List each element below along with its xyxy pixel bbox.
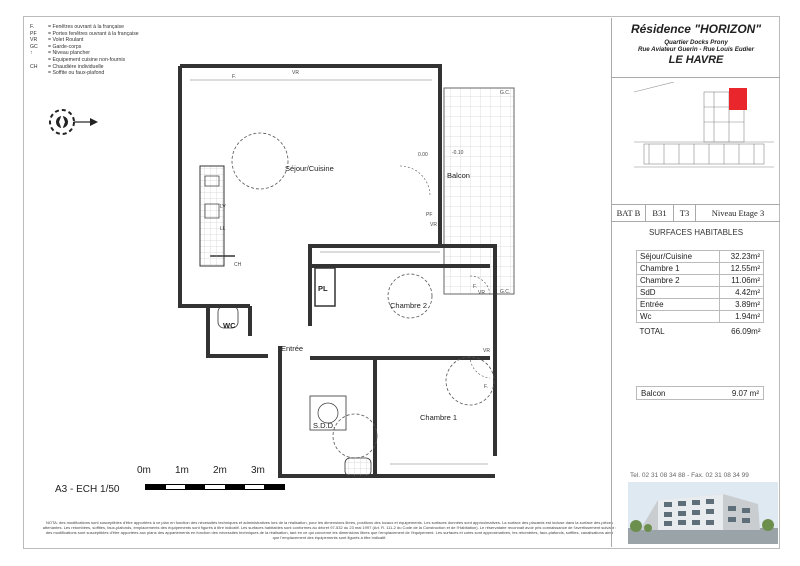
mark-vr-2: VR bbox=[430, 222, 437, 228]
mark-ch: CH bbox=[234, 262, 242, 268]
table-row: Séjour/Cuisine 32.23m² bbox=[637, 251, 764, 263]
mark-gc-2: G.C. bbox=[500, 289, 511, 295]
mark-f: F. bbox=[232, 74, 236, 80]
info-panel bbox=[611, 18, 779, 547]
label-pl: PL bbox=[318, 284, 328, 293]
table-row: Wc 1.94m² bbox=[637, 311, 764, 323]
table-row: Chambre 2 11.06m² bbox=[637, 275, 764, 287]
mark-vr: VR bbox=[292, 70, 299, 76]
lot-level: Niveau Etage 3 bbox=[711, 208, 765, 218]
mark-lv: LV bbox=[220, 204, 226, 210]
mark-f-3: F. bbox=[484, 384, 488, 390]
label-sejour: Séjour/Cuisine bbox=[285, 164, 334, 173]
bat-label: BAT B bbox=[612, 205, 646, 221]
residence-name: Résidence "HORIZON" bbox=[630, 22, 762, 36]
label-balcon: Balcon bbox=[447, 171, 470, 180]
lot-highlight bbox=[729, 88, 747, 110]
scale-tick: 0m bbox=[137, 465, 151, 476]
address-line-1: Quartier Docks Prony bbox=[664, 39, 728, 46]
legend-row: ↑ = Niveau plancher bbox=[30, 50, 90, 57]
lot-number: B31 bbox=[646, 205, 674, 221]
mark-vr-3: VR bbox=[478, 290, 485, 296]
scale-tick: 1m bbox=[175, 465, 189, 476]
label-chambre1: Chambre 1 bbox=[420, 413, 458, 422]
compass-icon bbox=[44, 104, 100, 140]
legend bbox=[30, 24, 139, 77]
legend-row: VR = Volet Roulant bbox=[30, 37, 84, 44]
legend-row: GC = Garde-corps bbox=[30, 43, 82, 50]
label-wc: WC bbox=[223, 321, 236, 330]
address-line-2: Rue Aviateur Guerin - Rue Louis Eudier bbox=[638, 46, 754, 53]
building-rendering bbox=[628, 482, 778, 544]
scale-tick: 3m bbox=[251, 465, 265, 476]
site-plan-map bbox=[634, 82, 774, 192]
mark-ll: LL bbox=[220, 226, 226, 232]
label-chambre2: Chambre 2 bbox=[390, 301, 428, 310]
label-sdd: S.D.D. bbox=[313, 421, 336, 430]
legend-row: PF = Portes fenêtres ouvrant à la française bbox=[30, 30, 139, 37]
scale-label: A3 - ECH 1/50 bbox=[55, 484, 120, 495]
contact-info: Tel. 02 31 08 34 88 - Fax. 02 31 08 34 99 bbox=[630, 472, 749, 479]
balcony-area bbox=[444, 88, 514, 294]
title-block bbox=[612, 18, 780, 78]
city: LE HAVRE bbox=[668, 54, 724, 66]
scale-tick: 2m bbox=[213, 465, 227, 476]
legend-row: = Soffite ou faux-plafond bbox=[48, 70, 105, 77]
level-1: -0.10 bbox=[452, 150, 464, 156]
scale-graphic bbox=[145, 484, 285, 490]
legend-row: CH = Chaudière individuelle bbox=[30, 63, 104, 70]
total-row: TOTAL 66.09m² bbox=[637, 323, 764, 338]
level-0: 0.00 bbox=[418, 152, 428, 158]
surfaces-table bbox=[636, 250, 764, 337]
mark-pf: PF bbox=[426, 212, 433, 218]
kitchen-counter bbox=[200, 166, 224, 266]
label-entree: Entrée bbox=[281, 344, 304, 353]
legal-note: NOTA: des modifications sont susceptibles d'être apportées à ce plan en fonction des nécessités techniques et administratives lors de la réalisation, pour les dimensions libres, positions des locaux et équipements. Les surfaces données sont approximatives. La surface des placards est incluse dans la surface des pièces attenantes. Les retombées, soffites, faux-plafonds, emplacements des équipements sont figurés à titre indicatif. Les surfaces habitables sont conformes au décret 97-532 du 23 mai 1997 (Art. R. 111-2 du Code de la Construction et de l'Habitation). Le réservataire reconnait avoir pris connaissance de l'avertissement suivant : des modifications sont susceptibles d'être apportées aux plans des appartements en fonction des nécessités techniques de la réalisation, tant en ce qui concerne les dimensions libres que l'emplacement de l'équipement. Les surfaces et cotes sont approximatives, les retombées, faux-plafonds, soffites, canalisations ainsi que l'emplacement des équipements sont figurés à titre indicatif. bbox=[42, 520, 617, 540]
mark-f-2: F. bbox=[473, 284, 477, 290]
mark-gc: G.C. bbox=[500, 90, 511, 96]
surfaces-title: SURFACES HABITABLES bbox=[648, 228, 744, 237]
table-row: Entrée 3.89m² bbox=[637, 299, 764, 311]
lot-type: T3 bbox=[674, 205, 696, 221]
washbasin bbox=[345, 458, 371, 476]
table-row: Chambre 1 12.55m² bbox=[637, 263, 764, 275]
table-row: SdD 4.42m² bbox=[637, 287, 764, 299]
scale-bar bbox=[55, 465, 305, 495]
floor-plan bbox=[150, 36, 590, 516]
legend-row: F. = Fenêtres ouvrant à la française bbox=[30, 24, 124, 30]
lot-identification bbox=[612, 204, 780, 222]
balcon-surface: Balcon 9.07 m² bbox=[636, 386, 764, 400]
legend-row: = Equipement cuisine non-fournis bbox=[48, 56, 126, 63]
mark-vr-4: VR bbox=[483, 348, 490, 354]
